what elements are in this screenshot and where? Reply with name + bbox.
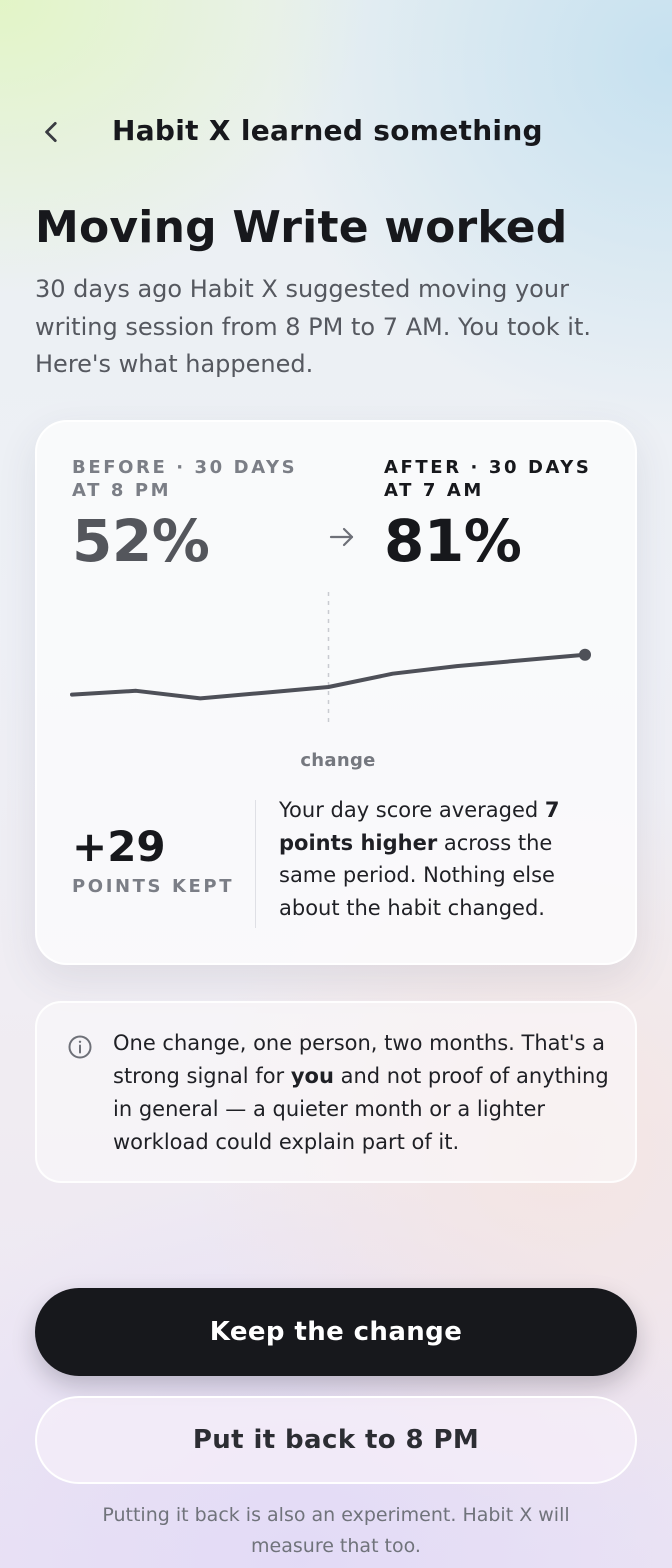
- before-column: [72, 456, 312, 574]
- divider: [255, 800, 256, 928]
- after-label: AFTER · 30 DAYS AT 7 AM: [384, 457, 592, 501]
- caveat-highlight: you: [290, 1064, 334, 1088]
- summary-text-end: across the same period. Nothing else about the habit changed.: [279, 830, 555, 920]
- info-icon: [67, 1034, 93, 1060]
- caveat-text: [113, 1027, 618, 1159]
- after-value: 81%: [384, 507, 522, 575]
- revert-button[interactable]: Put it back to 8 PM: [35, 1396, 637, 1484]
- top-bar: [0, 100, 672, 164]
- after-column: [384, 456, 624, 574]
- caveat-text-start: One change, one person, two months. That's a strong signal for: [113, 1031, 606, 1088]
- caveat-note: [35, 1001, 637, 1183]
- footnote: Putting it back is also an experiment. Habit X will measure that too.: [102, 1504, 570, 1557]
- intro-text: 30 days ago Habit X suggested moving your writing session from 8 PM to 7 AM. You took it. Here's what happened.: [35, 275, 591, 378]
- caveat-text-end: and not proof of anything in general — a quieter month or a lighter workload could explain part of it.: [113, 1064, 609, 1154]
- before-value: 52%: [72, 507, 210, 575]
- page-title: Moving Write worked: [35, 202, 568, 253]
- points-label: POINTS KEPT: [72, 876, 235, 897]
- before-label: BEFORE · 30 DAYS AT 8 PM: [72, 457, 298, 501]
- result-card: [35, 420, 637, 965]
- keep-change-button[interactable]: Keep the change: [35, 1288, 637, 1376]
- chevron-left-icon: [39, 119, 65, 145]
- back-button[interactable]: [28, 108, 76, 156]
- points-stat: [72, 822, 252, 897]
- summary-highlight: 7 points higher: [279, 798, 560, 855]
- header-title: Habit X learned something: [112, 114, 543, 147]
- latest-point: [579, 649, 591, 661]
- arrow-right-icon: [327, 522, 357, 552]
- day-score-summary: [279, 794, 599, 924]
- points-value: +29: [72, 822, 166, 871]
- change-marker-label: change: [300, 750, 376, 771]
- summary-text: Your day score averaged: [279, 798, 545, 822]
